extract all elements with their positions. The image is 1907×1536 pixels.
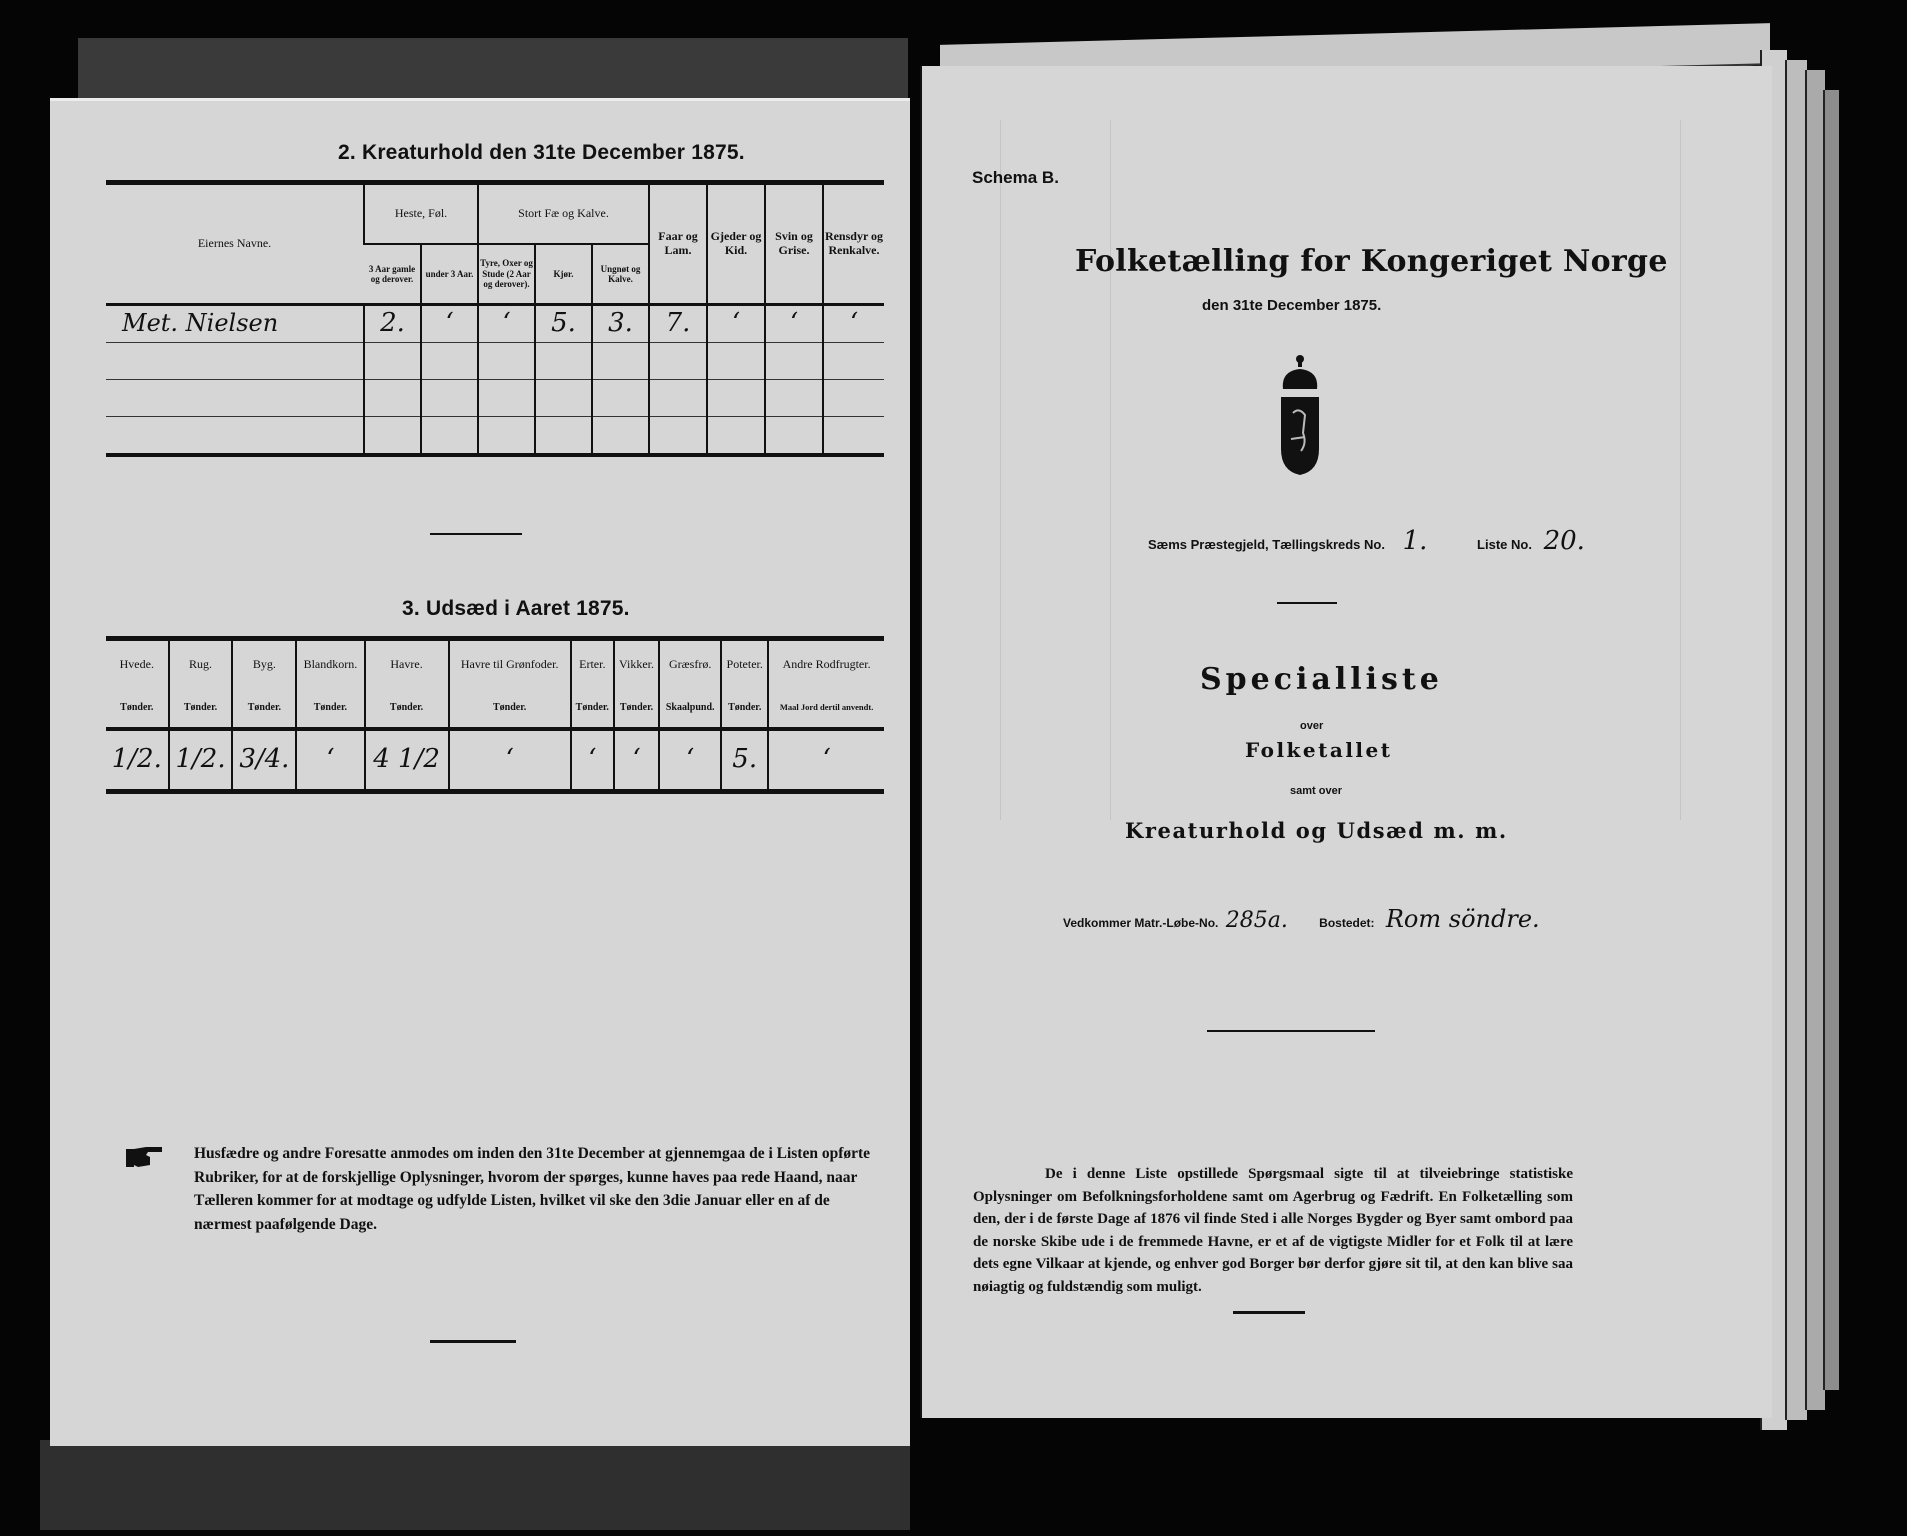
bosted-label: Bostedet: xyxy=(1319,916,1375,930)
col-horses-under3: under 3 Aar. xyxy=(421,244,478,305)
page-stack-edge xyxy=(1805,70,1825,1410)
col-owner-header: Eiernes Navne. xyxy=(106,183,364,305)
col-sheep-header: Faar og Lam. xyxy=(649,183,707,305)
value-cell xyxy=(823,380,884,417)
district-number: 1. xyxy=(1402,526,1428,556)
section2-title: 2. Kreaturhold den 31te December 1875. xyxy=(338,141,745,164)
value-cell xyxy=(765,380,823,417)
value-cell xyxy=(765,417,823,456)
unit-label: Tønder. xyxy=(169,689,233,729)
col-horses-header: Heste, Føl. xyxy=(364,183,478,245)
col-poteter: Poteter. xyxy=(721,639,768,690)
col-cattle-young: Ungnøt og Kalve. xyxy=(592,244,649,305)
value-cell: ‘ xyxy=(296,729,364,792)
schema-label: Schema B. xyxy=(972,168,1059,187)
matr-label: Vedkommer Matr.-Løbe-No. xyxy=(1063,916,1219,930)
census-date: den 31te December 1875. xyxy=(1202,297,1382,314)
unit-label: Tønder. xyxy=(365,689,449,729)
parish-district-line xyxy=(1148,526,1585,556)
col-cattle-cows: Kjør. xyxy=(535,244,592,305)
parish-label: Sæms Præstegjeld, Tællingskreds No. xyxy=(1148,537,1385,552)
unit-label: Tønder. xyxy=(232,689,296,729)
divider-rule xyxy=(1233,1311,1305,1314)
explanatory-text: De i denne Liste opstillede Spørgsmaal sigte til at tilveiebringe statistiske Oplysninger om Befolkningsforholdene samt om Agerbrug og Fædrift. En Folketælling som den, der i de første Dage af 1876 vil finde Sted i alle Norges Bygder og Byer samt ombord paa de norske Skibe ude i de fremmede Havne, er et af de vigtigste Midler for et Folk til at lære dets egne Vilkaar at kjende, og enhver god Borger bør derfor gjøre sit til, at den kan blive saa nøiagtig og fuldstændig som muligt. xyxy=(973,1166,1573,1295)
col-hvede: Hvede. xyxy=(106,639,169,690)
col-erter: Erter. xyxy=(571,639,614,690)
value-cell xyxy=(592,417,649,456)
samt-over-text: samt over xyxy=(1290,785,1342,797)
faint-bleedthrough-line xyxy=(1680,120,1681,820)
value-cell: ‘ xyxy=(768,729,884,792)
value-cell: ‘ xyxy=(478,305,535,343)
value-cell xyxy=(421,380,478,417)
unit-label: Tønder. xyxy=(120,702,154,714)
owner-cell: Met. Nielsen xyxy=(106,305,364,343)
value-cell xyxy=(707,343,765,380)
norwegian-coat-of-arms-icon xyxy=(1277,353,1323,477)
value-cell xyxy=(478,343,535,380)
value-cell xyxy=(649,417,707,456)
pointing-hand-icon xyxy=(124,1145,164,1169)
faint-bleedthrough-line xyxy=(1000,120,1001,820)
value-cell xyxy=(707,417,765,456)
col-blandkorn: Blandkorn. xyxy=(296,639,364,690)
unit-label: Skaalpund. xyxy=(659,689,721,729)
value-cell: ‘ xyxy=(823,305,884,343)
col-pigs-header: Svin og Grise. xyxy=(765,183,823,305)
kreaturhold-heading: Kreaturhold og Udsæd m. m. xyxy=(1125,818,1508,843)
col-andre-rodfrugter: Andre Rodfrugter. xyxy=(768,639,884,690)
value-cell: 2. xyxy=(364,305,421,343)
matr-number: 285a. xyxy=(1225,908,1288,933)
col-graesfro: Græsfrø. xyxy=(659,639,721,690)
value-cell xyxy=(535,417,592,456)
list-label: Liste No. xyxy=(1477,537,1532,552)
page-title: Folketælling for Kongeriget Norge xyxy=(1075,244,1668,279)
value-cell: ‘ xyxy=(707,305,765,343)
value-cell xyxy=(592,343,649,380)
table-row xyxy=(106,729,884,792)
unit-label: Tønder. xyxy=(614,689,659,729)
value-cell: 1/2. xyxy=(106,729,169,792)
table-row xyxy=(106,417,884,456)
value-cell: ‘ xyxy=(614,729,659,792)
value-cell: ‘ xyxy=(571,729,614,792)
unit-label: Maal Jord dertil anvendt. xyxy=(768,689,884,729)
unit-label: Tønder. xyxy=(571,689,614,729)
col-reindeer-header: Rensdyr og Renkalve. xyxy=(823,183,884,305)
value-cell xyxy=(535,380,592,417)
col-havre: Havre. xyxy=(365,639,449,690)
scan-background-bottom xyxy=(40,1440,910,1530)
value-cell xyxy=(364,380,421,417)
divider-rule xyxy=(430,533,522,535)
col-goats-header: Gjeder og Kid. xyxy=(707,183,765,305)
unit-label: Tønder. xyxy=(449,689,571,729)
value-cell: 7. xyxy=(649,305,707,343)
table-row xyxy=(106,380,884,417)
bosted-value: Rom söndre. xyxy=(1385,905,1540,933)
value-cell xyxy=(364,343,421,380)
faint-bleedthrough-line xyxy=(1110,120,1111,820)
folketallet-heading: Folketallet xyxy=(1245,738,1393,762)
value-cell xyxy=(649,343,707,380)
value-cell xyxy=(649,380,707,417)
value-cell: ‘ xyxy=(659,729,721,792)
unit-label: Tønder. xyxy=(721,689,768,729)
owner-cell xyxy=(106,343,364,380)
owner-cell xyxy=(106,417,364,456)
section3-title: 3. Udsæd i Aaret 1875. xyxy=(402,597,630,620)
value-cell xyxy=(421,343,478,380)
owner-cell xyxy=(106,380,364,417)
value-cell: 5. xyxy=(721,729,768,792)
value-cell xyxy=(478,380,535,417)
livestock-table xyxy=(106,180,884,457)
col-horses-3plus: 3 Aar gamle og derover. xyxy=(364,244,421,305)
col-vikker: Vikker. xyxy=(614,639,659,690)
value-cell: 3/4. xyxy=(232,729,296,792)
value-cell: 1/2. xyxy=(169,729,233,792)
table-row xyxy=(106,305,884,343)
page-stack-edge xyxy=(1785,60,1807,1420)
value-cell xyxy=(421,417,478,456)
value-cell xyxy=(592,380,649,417)
value-cell xyxy=(364,417,421,456)
page-stack-edge xyxy=(1823,90,1839,1390)
list-number: 20. xyxy=(1543,526,1585,556)
unit-label: Tønder. xyxy=(296,689,364,729)
value-cell: 3. xyxy=(592,305,649,343)
specialliste-heading: Specialliste xyxy=(1200,662,1443,697)
over-text: over xyxy=(1300,720,1324,732)
value-cell: ‘ xyxy=(449,729,571,792)
divider-rule xyxy=(430,1340,516,1343)
divider-rule xyxy=(1277,602,1337,604)
value-cell: 5. xyxy=(535,305,592,343)
value-cell xyxy=(535,343,592,380)
col-havre-gronfoder: Havre til Grønfoder. xyxy=(449,639,571,690)
value-cell xyxy=(707,380,765,417)
value-cell xyxy=(478,417,535,456)
table-row xyxy=(106,343,884,380)
notice-text: Husfædre og andre Foresatte anmodes om inden den 31te December at gjennemgaa de i Listen opførte Rubriker, for at de forskjellige Oplysninger, hvorom der spørges, kunne haves paa rede Haand, naar Tælleren kommer for at modtage og udfylde Listen, hvilket vil ske den 3die Januar eller en af de nærmest paafølgende Dage. xyxy=(194,1145,871,1233)
divider-rule xyxy=(1207,1030,1375,1032)
value-cell: 4 1/2 xyxy=(365,729,449,792)
col-cattle-bulls: Tyre, Oxer og Stude (2 Aar og derover). xyxy=(478,244,535,305)
col-rug: Rug. xyxy=(169,639,233,690)
sowing-table xyxy=(106,636,884,794)
value-cell xyxy=(765,343,823,380)
matrikkel-line xyxy=(1063,905,1540,933)
value-cell: ‘ xyxy=(421,305,478,343)
col-cattle-header: Stort Fæ og Kalve. xyxy=(478,183,649,245)
col-byg: Byg. xyxy=(232,639,296,690)
value-cell: ‘ xyxy=(765,305,823,343)
value-cell xyxy=(823,417,884,456)
value-cell xyxy=(823,343,884,380)
